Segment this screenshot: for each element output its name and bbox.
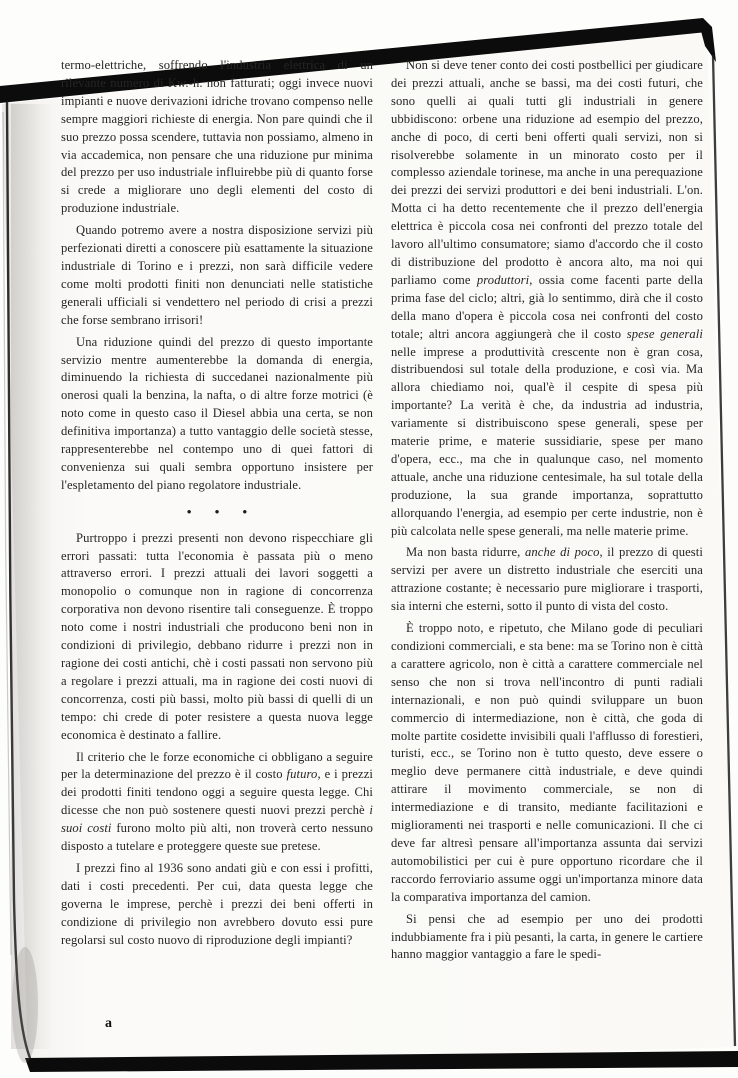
paragraph: Ma non basta ridurre, anche di poco, il prezzo di questi servizi per avere un distretto industriale che eserciti una attrazione costante; è necessario pure migliorare i trasporti, sia interni che esterni, sotto il punto di vista del costo. [391,545,703,614]
paragraph: Il criterio che le forze economiche ci obbligano a seguire per la determinazione del prezzo è il costo futuro, e i prezzi dei prodotti finiti tendono oggi a seguire questa legge. Chi dicesse che non può sostenere questi nuovi prezzi perchè i suoi costi furono molto più alti, non troverà certo nessuno disposto a tutelare e proteggere queste sue pretese. [61,749,373,854]
paragraph: Purtroppo i prezzi presenti non devono rispecchiare gli errori passati: tutta l'economia è passata più o meno attraverso errori. I prezzi attuali dei lavori soggetti a monopolio o comunque non in ragione di concorrenza corporativa non devono risentire tali conseguenze. È troppo noto come i nostri industriali che producono beni non in condizioni di privilegio, debbano ridurre i prezzi non in ragione dei costi antichi, chè i costi passati non servono più a regolare i prezzi attuali, ma in ragione dei costi nuovi di concorrenza, costi più bassi, molto più bassi di quelli di un tempo: chi crede di poter resistere a questa nuova legge economica è destinato a fallire. [61,530,373,742]
section-separator: • • • [186,503,258,519]
paragraph: Una riduzione quindi del prezzo di questo importante servizio mentre aumenterebbe la domanda di energia, diminuendo la richiesta di succedanei nazionalmente più onerosi quali la benzina, la nafta, o di altre forze motrici (è noto come in questo caso il Diesel abbia una certa, se non definitiva importanza) a tutto vantaggio delle società stesse, rappresenterebbe nel contempo uno di quei fattori di convenienza sui quali sembra opportuno insistere per l'espletamento del piano regolatore industriale. [61,334,373,492]
paragraph: Non si deve tener conto dei costi postbellici per giudicare dei prezzi attuali, anche se bassi, ma dei costi futuri, che sono quelli ai quali tutti gli industriali in genere ubbidiscono: orbene una riduzione ad esempio del prezzo, anche di poco, di certi beni offerti quali servizi, non si risolverebbe solamente in un minorato costo per il complesso aziendale torinese, ma anche in una perequazione dei prezzi dei servizi produttori e dei beni industriali. L'on. Motta ci ha detto recentemente che il prezzo dell'energia elettrica è piccola cosa nei confronti del prezzo totale del lavoro all'ultimo consumatore; siamo d'accordo che il costo di distribuzione del prodotto è ancora alto, ma noi qui parliamo come produttori, ossia come facenti parte della prima fase del ciclo; altri, già lo sentimmo, dirà che il costo della mano d'opera è piccola cosa nei confronti del costo totale; altri ancora aggiungerà che il costo spese generali nelle imprese a produttività crescente non è gran cosa, distribuendosi sul totale della produzione, e così via. Ma allora chiediamo noi, qual'è il cespite di spesa più importante? La verità è che, da industria ad industria, variamente si distribuiscono spese generali, spese per materie prime, e materie sussidiarie, spese per mano d'opera, ecc., ma che in qualunque caso, nel momento attuale, anche una riduzione centesimale, ha sul totale della produzione, la sua grande importanza, soprattutto allorquando l'energia, ad esempio per certe industrie, non è più calcolata nelle spese generali, ma nelle materie prime. [391,58,704,538]
paragraph: È troppo noto, e ripetuto, che Milano gode di peculiari condizioni commerciali, e sta bene: ma se Torino non è città a carattere agricolo, non è città a carattere commerciale nel senso che non si trova nell'incontro di punti radiali internazionali, e non può quindi sviluppare un buon commercio di intermediazione, non è città, che goda di molte partite cosidette invisibili quali l'afflusso di forestieri, turisti, ecc., se Torino non è tutto questo, deve essere o meglio deve permanere città industriale, e deve quindi attirare il movimento commerciale, se non di intermediazione e di transito, mediante facilitazioni e miglioramenti nei trasporti e nelle comunicazioni. Il che ci deve far altresì pensare all'importanza assunta dai servizi automobilistici per cui è pure opportuno ricordare che il raccordo ferroviario assume oggi un'importanza minore data la comparativa importanza del camion. [391,621,703,904]
text-column-left [61,57,373,950]
paragraph: Si pensi che ad esempio per uno dei prodotti indubbiamente fra i più pesanti, la carta, in genere le cartiere hanno maggior vantaggio a fare le spedi- [391,911,704,962]
paragraph: termo-elettriche, soffrendo l'industria elettrica di un rilevante numero di Kw.-h. non fatturati; oggi invece nuovi impianti e nuove derivazioni idriche trovano compenso nelle sempre maggiori richieste di energia. Non pare quindi che il suo prezzo possa scendere, tuttavia non possiamo, almeno in via accademica, non pensare che una riduzione pur minima del prezzo per uso industriale influirebbe più di quanto forse si crede a migliorare uno degli elementi del costo di produzione industriale. [61,58,373,216]
printer-signature-mark: a [105,1016,112,1031]
paragraph: Quando potremo avere a nostra disposizione servizi più perfezionati diretti a conoscere più esattamente la situazione industriale di Torino e i prezzi, non sarà difficile vedere come molti prodotti finiti non denunciati nelle statistiche generali ufficiali si vendettero nel periodo di crisi a prezzi che forse sembrano irrisori! [61,223,373,327]
text-column-right [391,57,703,964]
paragraph: I prezzi fino al 1936 sono andati giù e con essi i profitti, dati i costi precedenti. Per cui, data questa legge che governa le imprese, perchè i prezzi dei beni offerti in condizione di privilegio non avrebbero dovuto essi pure regolarsi sul costo nuovo di riproduzione degli impianti? [61,860,373,947]
